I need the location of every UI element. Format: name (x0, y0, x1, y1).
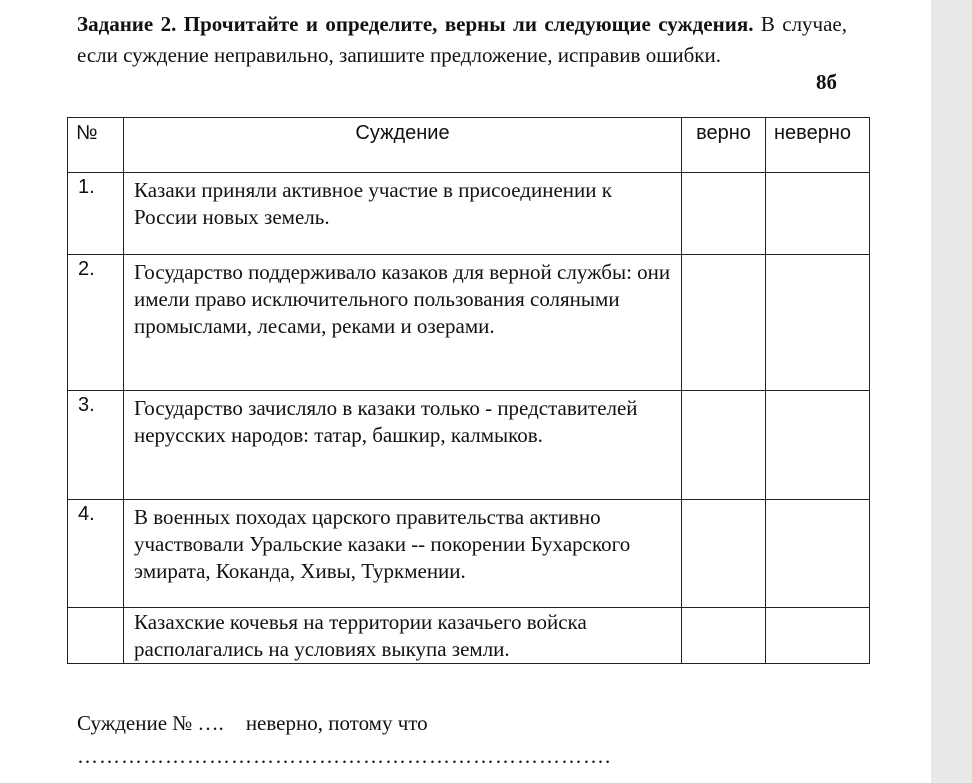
task-heading: Задание 2. Прочитайте и определите, верны ли следующие суждения. (77, 12, 754, 36)
header-true: верно (682, 118, 766, 173)
true-answer-cell[interactable] (682, 255, 766, 391)
row-judgment: Казахские кочевья на территории казачьего войска располагались на условиях выкупа земли. (124, 608, 682, 664)
task-instructions (77, 9, 847, 71)
table-row (68, 173, 870, 255)
points-label: 8б (816, 70, 837, 94)
row-number: 3. (68, 391, 124, 500)
right-margin-strip (931, 0, 972, 783)
row-number: 2. (68, 255, 124, 391)
header-judgment: Суждение (124, 118, 682, 173)
false-answer-cell[interactable] (766, 173, 870, 255)
true-answer-cell[interactable] (682, 391, 766, 500)
table-row (68, 500, 870, 608)
row-number (68, 608, 124, 664)
false-answer-cell[interactable] (766, 608, 870, 664)
row-judgment: Государство зачисляло в казаки только - представителей нерусских народов: татар, башкир, калмыков. (124, 391, 682, 500)
true-answer-cell[interactable] (682, 173, 766, 255)
row-judgment: Государство поддерживало казаков для верной службы: они имели право исключительного пользования соляными промыслами, лесами, реками и озерами. (124, 255, 682, 391)
judgments-table (67, 117, 870, 664)
table-row (68, 608, 870, 664)
answer-prefix: Суждение № …. (77, 711, 224, 735)
false-answer-cell[interactable] (766, 500, 870, 608)
true-answer-cell[interactable] (682, 608, 766, 664)
row-judgment: Казаки приняли активное участие в присоединении к России новых земель. (124, 173, 682, 255)
answer-line (77, 711, 428, 736)
task-instruction-text: В случае, если суждение неправильно, запишите предложение, исправив ошибки. (77, 12, 848, 67)
table-row (68, 255, 870, 391)
row-number: 1. (68, 173, 124, 255)
false-answer-cell[interactable] (766, 255, 870, 391)
false-answer-cell[interactable] (766, 391, 870, 500)
answer-dotted-line[interactable]: ………………………………………………………………. (77, 744, 612, 768)
header-false: неверно (766, 118, 870, 173)
table-row (68, 391, 870, 500)
answer-suffix: неверно, потому что (245, 711, 428, 735)
true-answer-cell[interactable] (682, 500, 766, 608)
header-number: № (68, 118, 124, 173)
row-judgment: В военных походах царского правительства активно участвовали Уральские казаки -- покорении Бухарского эмирата, Коканда, Хивы, Туркмении. (124, 500, 682, 608)
table-header-row (68, 118, 870, 173)
row-number: 4. (68, 500, 124, 608)
